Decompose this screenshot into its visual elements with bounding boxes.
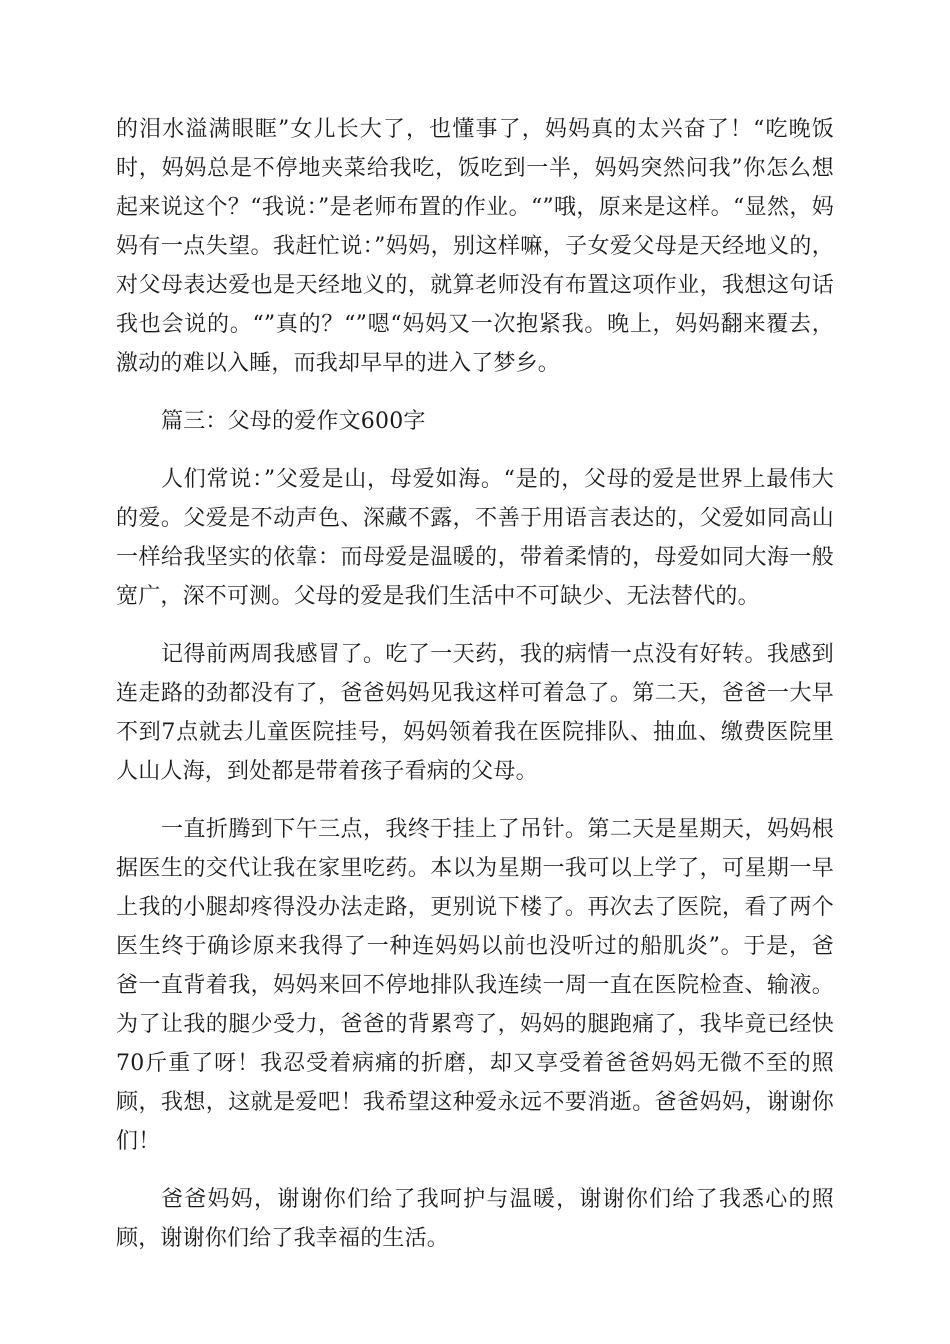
paragraph-hospital: 一直折腾到下午三点，我终于挂上了吊针。第二天是星期天，妈妈根据医生的交代让我在家里吃药。本以为星期一我可以上学了，可星期一早上我的小腿却疼得没办法走路，更别说下楼了。再次去了医院，看了两个医生终于确诊原来我得了一种连妈妈以前也没听过的船肌炎”。于是，爸爸一直背着我，妈妈来回不停地排队我连续一周一直在医院检查、输液。为了让我的腿少受力，爸爸的背累弯了，妈妈的腿跑痛了，我毕竟已经快70斤重了呀！我忍受着病痛的折磨，却又享受着爸爸妈妈无微不至的照顾，我想，这就是爱吧！我希望这种爱永远不要消逝。爸爸妈妈，谢谢你们！ [116,817,834,1154]
section-heading: 篇三：父母的爱作文600字 [161,409,426,434]
paragraph-continuation: 的泪水溢满眼眶”女儿长大了，也懂事了，妈妈真的太兴奋了！“吃晚饭时，妈妈总是不停地夹菜给我吃，饭吃到一半，妈妈突然问我”你怎么想起来说这个？“我说：”是老师布置的作业。“”哦，原来是这样。“显然，妈妈有一点失望。我赶忙说：”妈妈，别这样嘛，子女爱父母是天经地义的，对父母表达爱也是天经地义的，就算老师没有布置这项作业，我想这句话我也会说的。“”真的？“”嗯“妈妈又一次抱紧我。晚上，妈妈翻来覆去，激动的难以入睡，而我却早早的进入了梦乡。 [116,117,834,376]
paragraph-thanks: 爸爸妈妈，谢谢你们给了我呵护与温暖，谢谢你们给了我悉心的照顾，谢谢你们给了我幸福的生活。 [116,1187,834,1251]
paragraph-intro: 人们常说：”父爱是山，母爱如海。“是的，父母的爱是世界上最伟大的爱。父爱是不动声色、深藏不露，不善于用语言表达的，父爱如同高山一样给我坚实的依靠：而母爱是温暖的，带着柔情的，母爱如同大海一般宽广，深不可测。父母的爱是我们生活中不可缺少、无法替代的。 [116,467,834,609]
document-page [116,110,834,1258]
paragraph-illness: 记得前两周我感冒了。吃了一天药，我的病情一点没有好转。我感到连走路的劲都没有了，爸爸妈妈见我这样可着急了。第二天，爸爸一大早不到7点就去儿童医院挂号，妈妈领着我在医院排队、抽血、缴费医院里人山人海，到处都是带着孩子看病的父母。 [116,642,834,784]
